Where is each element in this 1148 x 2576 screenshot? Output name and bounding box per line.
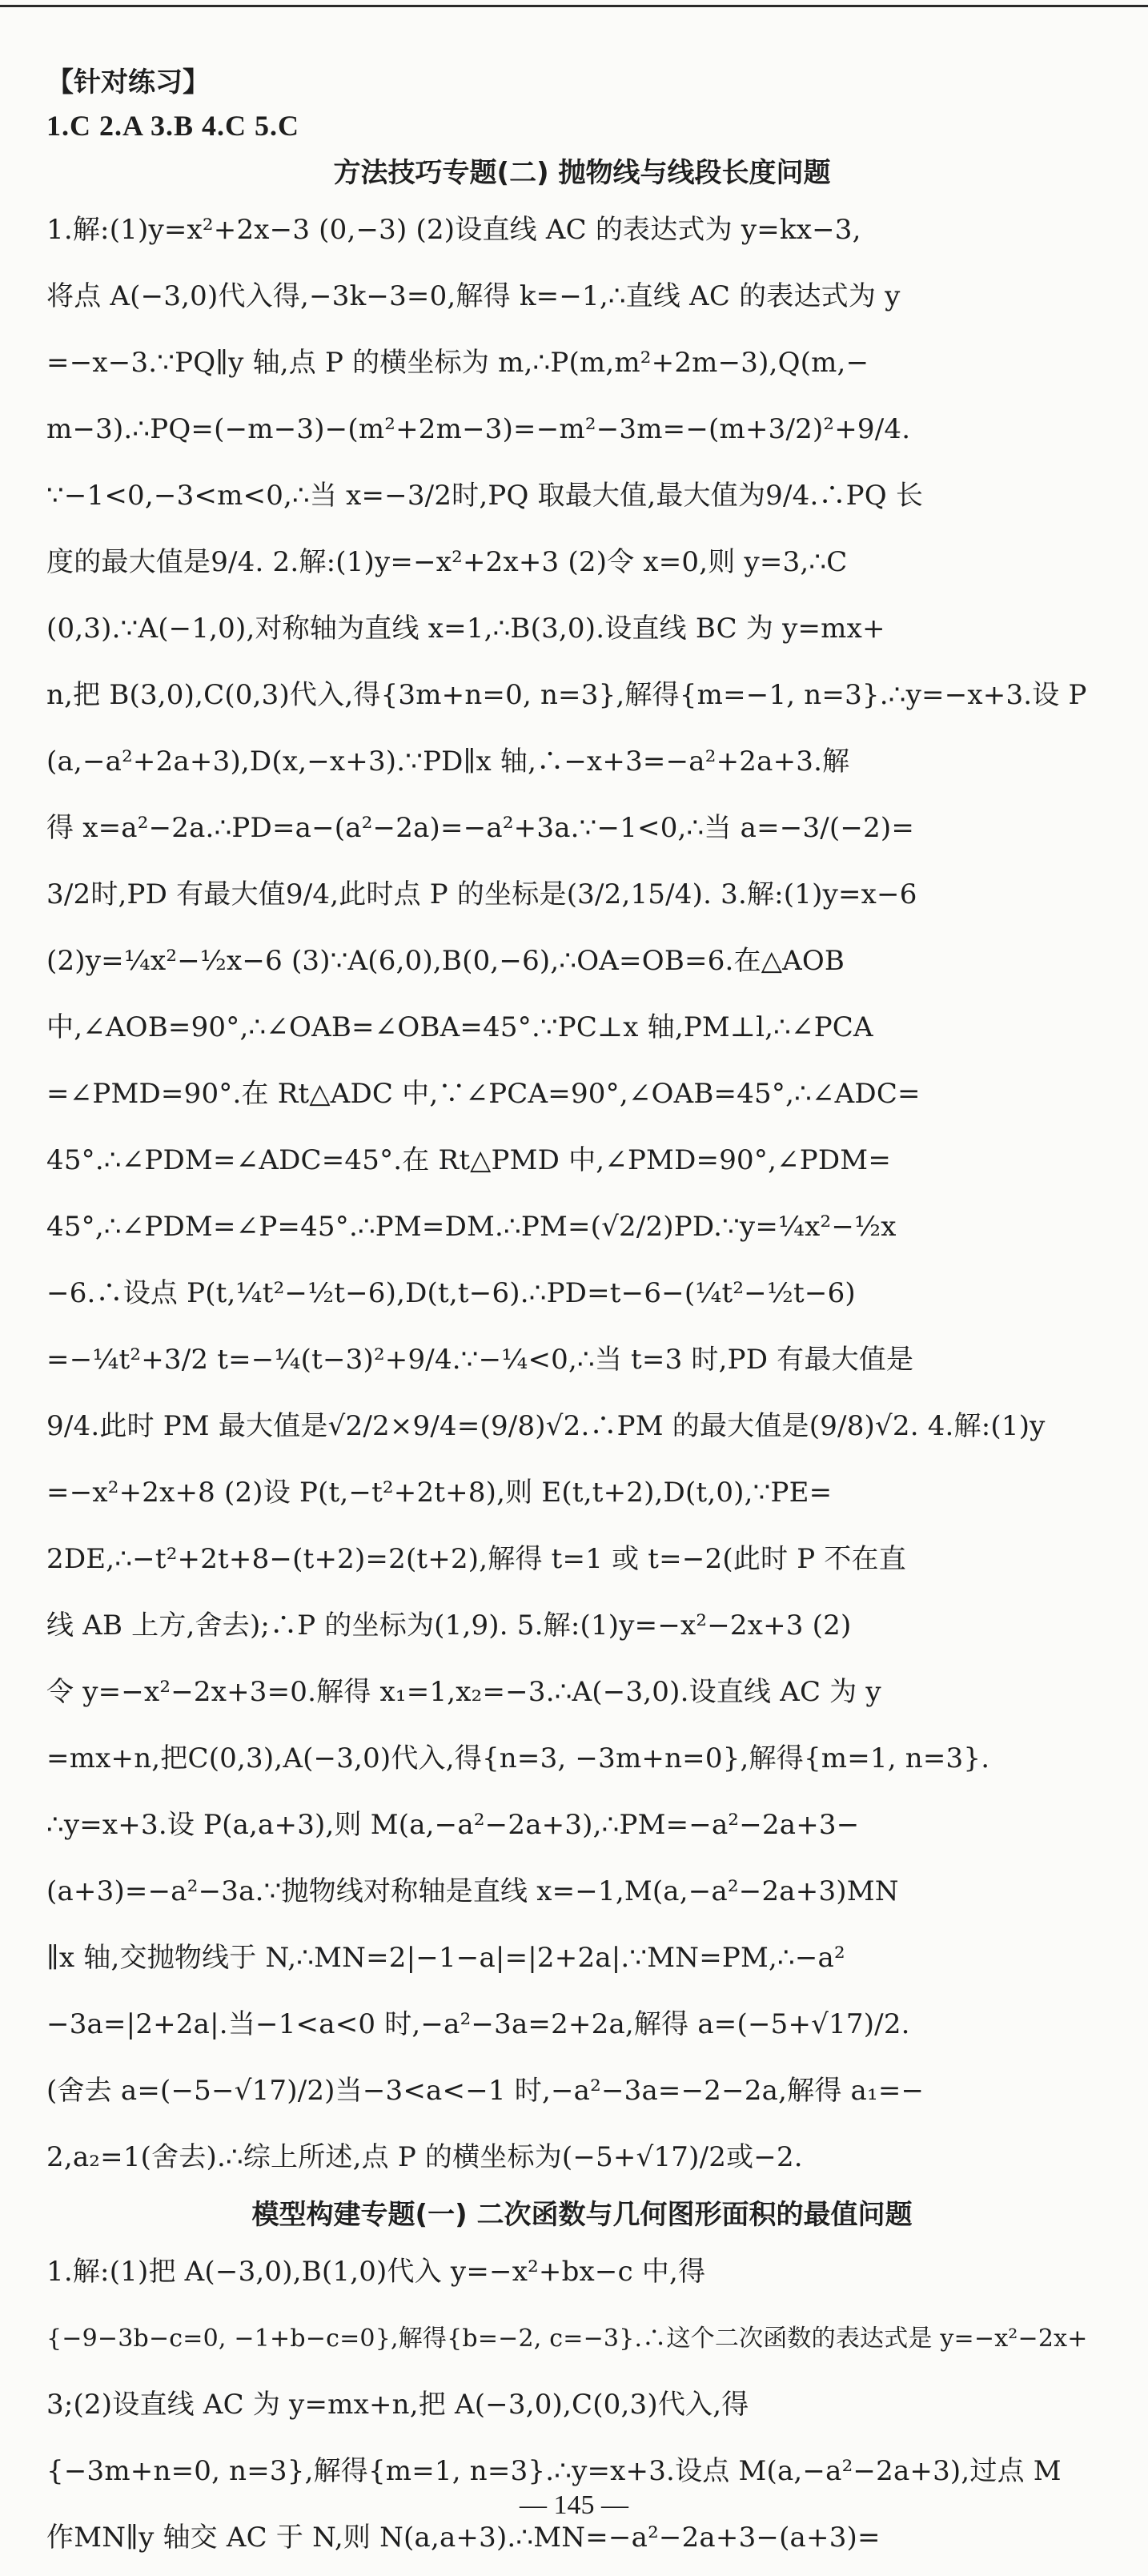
section-title-1: 方法技巧专题(二) 抛物线与线段长度问题 [333,157,831,189]
text-line: −3a=|2+2a|.当−1<a<0 时,−a²−3a=2+2a,解得 a=(−5+√17)/2. [46,2008,910,2040]
text-line: =−x−3.∵PQ∥y 轴,点 P 的横坐标为 m,∴P(m,m²+2m−3),Q(m,− [46,347,869,379]
text-line: =mx+n,把C(0,3),A(−3,0)代入,得{n=3, −3m+n=0},解得{m=1, n=3}. [46,1742,990,1774]
text-line: (舍去 a=(−5−√17)/2)当−3<a<−1 时,−a²−3a=−2−2a,解得 a₁=− [46,2075,925,2107]
text-line: m−3).∴PQ=(−m−3)−(m²+2m−3)=−m²−3m=−(m+3/2)²+9/4. [46,413,911,445]
text-line: ∴y=x+3.设 P(a,a+3),则 M(a,−a²−2a+3),∴PM=−a²−2a+3− [46,1809,860,1841]
top-rule [0,5,1148,7]
text-line: 1.解:(1)y=x²+2x−3 (0,−3) (2)设直线 AC 的表达式为 y=kx−3, [46,214,861,246]
text-line: n,把 B(3,0),C(0,3)代入,得{3m+n=0, n=3},解得{m=−1, n=3}.∴y=−x+3.设 P [46,679,1087,711]
page-number: — 145 — [520,2490,628,2520]
text-line: {−3m+n=0, n=3},解得{m=1, n=3}.∴y=x+3.设点 M(a,−a²−2a+3),过点 M [46,2455,1062,2487]
text-line: −6.∴设点 P(t,¼t²−½t−6),D(t,t−6).∴PD=t−6−(¼t²−½t−6) [46,1277,856,1309]
text-line: 3;(2)设直线 AC 为 y=mx+n,把 A(−3,0),C(0,3)代入,得 [46,2389,749,2421]
text-line: 45°,∴∠PDM=∠P=45°.∴PM=DM.∴PM=(√2/2)PD.∵y=¼x²−½x [46,1211,897,1243]
text-line: 45°.∴∠PDM=∠ADC=45°.在 Rt△PMD 中,∠PMD=90°,∠PDM= [46,1144,892,1176]
text-line: ∥x 轴,交抛物线于 N,∴MN=2|−1−a|=|2+2a|.∵MN=PM,∴−a² [46,1942,845,1974]
section-body-1 [46,197,1118,2191]
text-line: (0,3).∵A(−1,0),对称轴为直线 x=1,∴B(3,0).设直线 BC 为 y=mx+ [46,613,885,645]
text-line: 2,a₂=1(舍去).∴综上所述,点 P 的横坐标为(−5+√17)/2或−2. [46,2141,803,2173]
text-line: 2DE,∴−t²+2t+8−(t+2)=2(t+2),解得 t=1 或 t=−2(此时 P 不在直 [46,1543,906,1575]
text-line: 线 AB 上方,舍去);∴P 的坐标为(1,9). 5.解:(1)y=−x²−2x+3 (2) [46,1609,852,1642]
text-line: (a+3)=−a²−3a.∵抛物线对称轴是直线 x=−1,M(a,−a²−2a+3)MN [46,1875,899,1907]
answer-page [46,62,1118,2571]
text-line: 9/4.此时 PM 最大值是√2/2×9/4=(9/8)√2.∴PM 的最大值是(9/8)√2. 4.解:(1)y [46,1410,1046,1442]
text-line: (2)y=¼x²−½x−6 (3)∵A(6,0),B(0,−6),∴OA=OB=6.在△AOB [46,945,845,977]
text-line: (a,−a²+2a+3),D(x,−x+3).∵PD∥x 轴,∴−x+3=−a²+2a+3.解 [46,745,850,778]
text-line: =∠PMD=90°.在 Rt△ADC 中,∵∠PCA=90°,∠OAB=45°,∴∠ADC= [46,1078,921,1110]
practice-answers: 1.C 2.A 3.B 4.C 5.C [46,110,300,142]
text-line: ∵−1<0,−3<m<0,∴当 x=−3/2时,PQ 取最大值,最大值为9/4.∴PQ 长 [46,480,924,512]
text-line: 得 x=a²−2a.∴PD=a−(a²−2a)=−a²+3a.∵−1<0,∴当 a=−3/(−2)= [46,812,915,844]
text-line: {−9−3b−c=0, −1+b−c=0},解得{b=−2, c=−3}.∴这个二次函数的表达式是 y=−x²−2x+ [46,2325,1088,2353]
section-title-2: 模型构建专题(一) 二次函数与几何图形面积的最值问题 [251,2199,913,2231]
text-line: 作MN∥y 轴交 AC 于 N,则 N(a,a+3).∴MN=−a²−2a+3−(a+3)= [46,2522,881,2554]
page-number-value: 145 [553,2490,595,2520]
text-line: 3/2时,PD 有最大值9/4,此时点 P 的坐标是(3/2,15/4). 3.解:(1)y=x−6 [46,878,917,910]
practice-header: 【针对练习】 [46,66,210,98]
text-line: 令 y=−x²−2x+3=0.解得 x₁=1,x₂=−3.∴A(−3,0).设直线 AC 为 y [46,1676,881,1708]
text-line: =−¼t²+3/2 t=−¼(t−3)²+9/4.∵−¼<0,∴当 t=3 时,PD 有最大值是 [46,1344,914,1376]
text-line: 度的最大值是9/4. 2.解:(1)y=−x²+2x+3 (2)令 x=0,则 y=3,∴C [46,546,848,578]
text-line: 将点 A(−3,0)代入得,−3k−3=0,解得 k=−1,∴直线 AC 的表达式为 y [46,280,901,312]
text-line: 1.解:(1)把 A(−3,0),B(1,0)代入 y=−x²+bx−c 中,得 [46,2256,706,2288]
section-body-2 [46,2239,1118,2571]
text-line: 中,∠AOB=90°,∴∠OAB=∠OBA=45°.∵PC⊥x 轴,PM⊥l,∴∠PCA [46,1011,873,1043]
text-line: =−x²+2x+8 (2)设 P(t,−t²+2t+8),则 E(t,t+2),D(t,0),∵PE= [46,1477,833,1509]
